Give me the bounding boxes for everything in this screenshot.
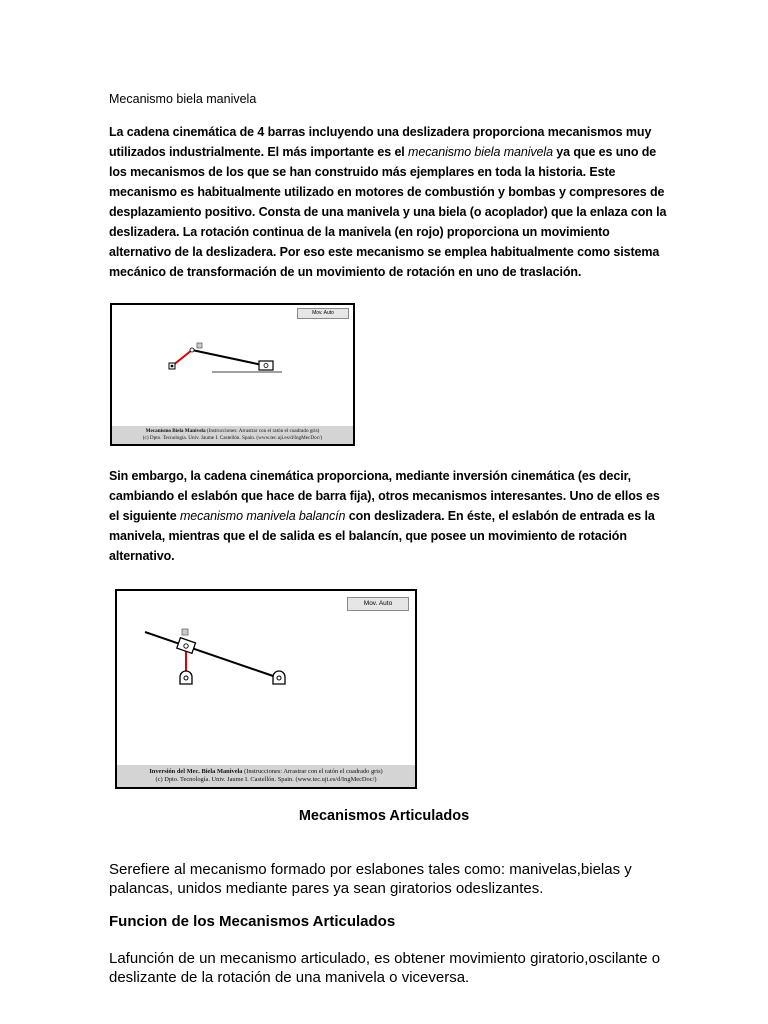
crank-joint: [190, 348, 194, 352]
paragraph-text: con deslizadera. En éste, el eslabón de entrada es la manivela, mientras que el de salida es el balancín, que posee un movimiento de rotación alternativo.: [109, 509, 655, 563]
paragraph-text: Sin embargo, la cadena cinemática proporciona, mediante inversión cinemática (es decir, cambiando el eslabón que hace de barra fija), otros mecanismos interesantes. Uno de ellos es el siguiente: [109, 469, 660, 523]
paragraph-italic-term: mecanismo biela manivela: [408, 145, 553, 159]
paragraph-text: La cadena cinemática de 4 barras incluyendo una deslizadera proporciona mecanismos muy utilizados industrialmente. El más importante es el: [109, 125, 652, 159]
mechanism-diagram: [112, 305, 353, 444]
paragraph-italic-term: mecanismo manivela balancín: [179, 509, 346, 523]
caption-title: Mecanismo Biela Manivela: [145, 428, 206, 434]
caption-line: [117, 768, 415, 776]
drag-handle-icon[interactable]: [197, 343, 202, 348]
caption-line: [112, 428, 353, 435]
section-heading: Mecanismos Articulados: [298, 808, 470, 824]
figure-caption: [117, 765, 415, 787]
figure-caption: [112, 426, 353, 444]
figure-biela-manivela: [110, 303, 355, 446]
mechanism-diagram: [117, 591, 415, 787]
drag-handle-icon[interactable]: [182, 629, 188, 635]
caption-instructions: (Instrucciones: Arrastrar con el ratón el cuadrado gris): [205, 428, 320, 434]
caption-credit: (c) Dpto. Tecnología. Univ. Jaume I. Castellón. Spain. (www.tec.uji.es/d/IngMecDoc/): [142, 435, 323, 441]
caption-instructions: (Instrucciones: Arrastrar con el ratón el cuadrado gris): [242, 768, 383, 775]
paragraph-inversion: [109, 466, 669, 566]
figure-inversion-biela-manivela: [115, 589, 417, 789]
paragraph-text: ya que es uno de los mecanismos de los que se han construido más ejemplares en toda la historia. Este mecanismo es habitualmente utilizado en motores de combustión y bombas y compresores de desplazamiento positivo. Consta de una manivela y una biela (o acoplador) que la enlaza con la deslizadera. La rotación continua de la manivela (en rojo) proporciona un movimiento alternativo de la deslizadera. Por eso este mecanismo se emplea habitualmente como sistema mecánico de transformación de un movimiento de rotación en uno de traslación.: [109, 145, 667, 279]
mov-auto-button[interactable]: Mov. Auto: [347, 597, 409, 611]
document-title: Mecanismo biela manivela: [109, 92, 257, 106]
caption-title: Inversión del Mec. Biela Manivela: [149, 768, 243, 775]
paragraph-definition: Serefiere al mecanismo formado por eslabones tales como: manivelas,bielas y palancas, unidos mediante pares ya sean giratorios odeslizantes.: [109, 861, 632, 897]
mov-auto-button[interactable]: Mov. Auto: [297, 308, 349, 319]
rocker-pivot-icon: [273, 671, 285, 684]
slider-joint: [264, 364, 268, 368]
section-subheading: Funcion de los Mecanismos Articulados: [109, 913, 396, 930]
rocker-bar: [145, 632, 279, 678]
connecting-rod: [192, 350, 267, 366]
slider-joint: [184, 644, 188, 648]
crank-pivot-icon: [180, 671, 192, 684]
pivot-dot: [171, 365, 174, 368]
paragraph-function: Lafunción de un mecanismo articulado, es obtener movimiento giratorio,oscilante o deslizante de la rotación de una manivela o viceversa.: [109, 950, 661, 986]
caption-credit: (c) Dpto. Tecnología. Univ. Jaume I. Castellón. Spain. (www.tec.uji.es/d/IngMecDoc/): [155, 776, 377, 783]
paragraph-biela-manivela: [109, 122, 669, 282]
